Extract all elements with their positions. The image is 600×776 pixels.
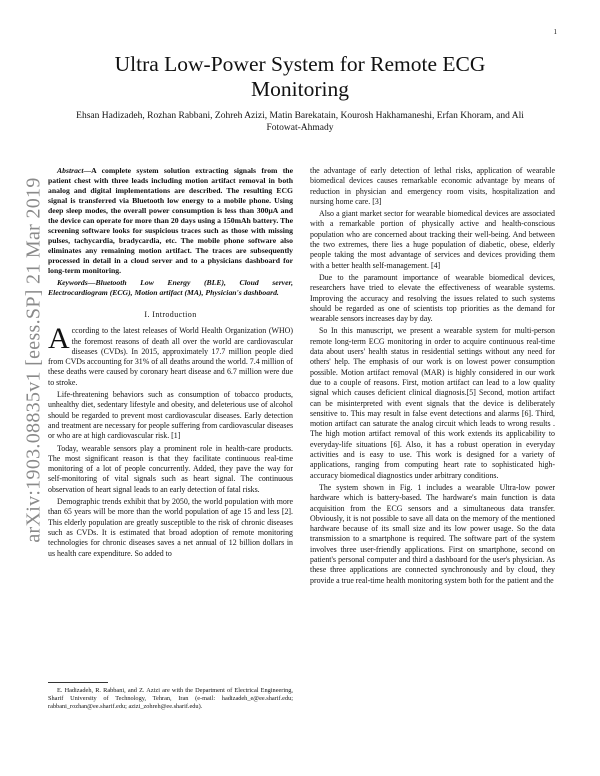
right-paragraph-2: Also a giant market sector for wearable biomedical devices are associated with a remarkable portion of physically active and health-conscious population who are concerned about tracking their well-being. And between the two extremes, there lies a huge population of diabetic, obese, elderly people taking the most advantage of services and devices providing them with a better health self-management. [4] (310, 209, 555, 270)
intro-paragraph-3: Today, wearable sensors play a prominent role in health-care products. The most significant reason is that they facilitate continuous real-time monitoring of a lot of people concurrently. Added, they pave the way for self-monitoring of vital signals such as heart signal. The continuous observation of heart signal leads to an early detection of fatal risks. (48, 443, 293, 494)
drop-cap: A (48, 322, 70, 356)
intro-paragraph-2: Life-threatening behaviors such as consumption of tobacco products, unhealthy diet, sedentary lifestyle and obesity, and deleterious use of alcohol should be regarded to prevent most cardiovascular diseases. Early detection and treatment are necessary for people suffering from cardiovascular diseases or who are at high cardiovascular risk. [1] (48, 390, 294, 441)
right-column (310, 166, 555, 588)
keywords-body: —Bluetooth Low Energy (BLE), Cloud server, Electrocardiogram (ECG), Motion artifact (MA), Physician's dashboard. (48, 278, 293, 297)
keywords (48, 278, 293, 298)
intro-paragraph-1-text: ccording to the latest releases of World Health Organization (WHO) the foremost reasons of death all over the world are cardiovascular diseases (CVDs). In 2015, approximately 17.7 million people died from CVDs accounting for 31% of all deaths around the world. 7.4 million of these deaths were caused by coronary heart disease and 6.7 million were due to stroke. (48, 326, 293, 387)
footnote-text: E. Hadizadeh, R. Rabbani, and Z. Azizi are with the Department of Electrical Engineering, Sharif University of Technology, Tehran, Iran (e-mail: hadizadeh_e@ee.sharif.edu; rabbani_rozhan@ee.sharif.edu; azizi_zohreh@ee.sharif.edu). (48, 687, 293, 710)
paper-title: Ultra Low-Power System for Remote ECG Monitoring (114, 52, 486, 101)
keywords-lead: Keywords (57, 278, 88, 287)
section-heading-introduction: I. Introduction (144, 310, 197, 319)
abstract (48, 166, 293, 276)
right-paragraph-4: So In this manuscript, we present a wearable system for multi-person remote long-term ECG monitoring in order to acquire continuous real-time data about users' health status in residential settings without any need for others' help. The emphasis of our work is on lowest power consumption possible. Motion artifact removal (MAR) is highly considered in our work due to a couple of reasons. First, motion artifact can lead to a low quality signal which causes deficient clinical diagnosis.[5] Second, motion artifact can be misinterpreted with event signals that the device is deliberately sensitive to. This may result in false event detections and alarms [6]. Third, motion artifact can saturate the analog circuit which leads to wrong results . The high motion artifact removal of this work extends its applicability to everyday-life situations [6]. Also, it has a robust operation in everyday activities and is easy to use. This work is designed for a variety of applications, ranging from computing heart rate to sophisticated high-accuracy biomedical diagnostics under arbitrary conditions. (310, 326, 555, 480)
right-paragraph-5: The system shown in Fig. 1 includes a wearable Ultra-low power hardware which is battery-based. The hardware's main function is data acquisition from the ECG sensors and a simultaneous data transfer. Obviously, it is not possible to save all data on the memory of the mentioned hardware because of its small size and its low power usage. So the data transmission to a smartphone is required. The software part of the system involves three user-friendly applications. First on smartphone, second on patient's personal computer and third a dashboard for the user's physician. As these three applications are connected synchronously and by cloud, they provide a true real-time health monitoring system both for the patient and the (310, 482, 555, 585)
author-footnote (48, 682, 293, 711)
author-list: Ehsan Hadizadeh, Rozhan Rabbani, Zohreh Azizi, Matin Barekatain, Kourosh Hakhamaneshi, Erfan Khoram, and Ali Fotowat-Ahmady (76, 111, 524, 133)
abstract-body: —A complete system solution extracting signals from the patient chest with three leads including motion artifact removal in both analog and digital implementations are described. The resulting ECG signal is transferred via Bluetooth low energy to a mobile phone. Using deep sleep modes, the overall power consumption is less than 300µA and the device can operate for more than 20 days using a 150mAh battery. The screening software looks for suspicious traces such as those with missing pulses, tachycardia, bradycardia, etc. The mobile phone software also eliminates any remaining motion artifact. The traces are subsequently processed in detail in a cloud server and to a physicians dashboard for long-term monitoring. (48, 166, 293, 275)
abstract-lead: Abstract (57, 166, 84, 175)
arxiv-stamp-text: arXiv:1903.08835v1 [eess.SP] 21 Mar 2019 (22, 177, 45, 543)
intro-paragraph-4: Demographic trends exhibit that by 2050, the world population with more than 65 years will be more than the world population of age 15 and less [2]. This elderly population are greatly susceptible to the risk of chronic diseases such as CVDs. It is estimated that broad adoption of remote monitoring technologies for chronic diseases saves a net annual of 12 billion dollars in us health care expenditure. So added to (48, 497, 293, 558)
left-column (48, 166, 293, 561)
right-paragraph-1: the advantage of early detection of lethal risks, application of wearable biomedical devices causes remarkable economic advantage by means of reduction in physician and emergency room visits, hospitalization and nursing home care. [3] (310, 166, 555, 206)
intro-paragraph-1 (48, 322, 293, 388)
page-number: 1 (553, 28, 557, 36)
right-paragraph-3: Due to the paramount importance of wearable biomedical devices, researchers have tried to elevate the effectiveness of wearable systems. Improving the accuracy and resolving the issues related to such systems should be regarded as one of scientists top priorities as the demand for wearable sensors increases day by day. (310, 272, 555, 324)
footnote-rule (48, 682, 108, 683)
